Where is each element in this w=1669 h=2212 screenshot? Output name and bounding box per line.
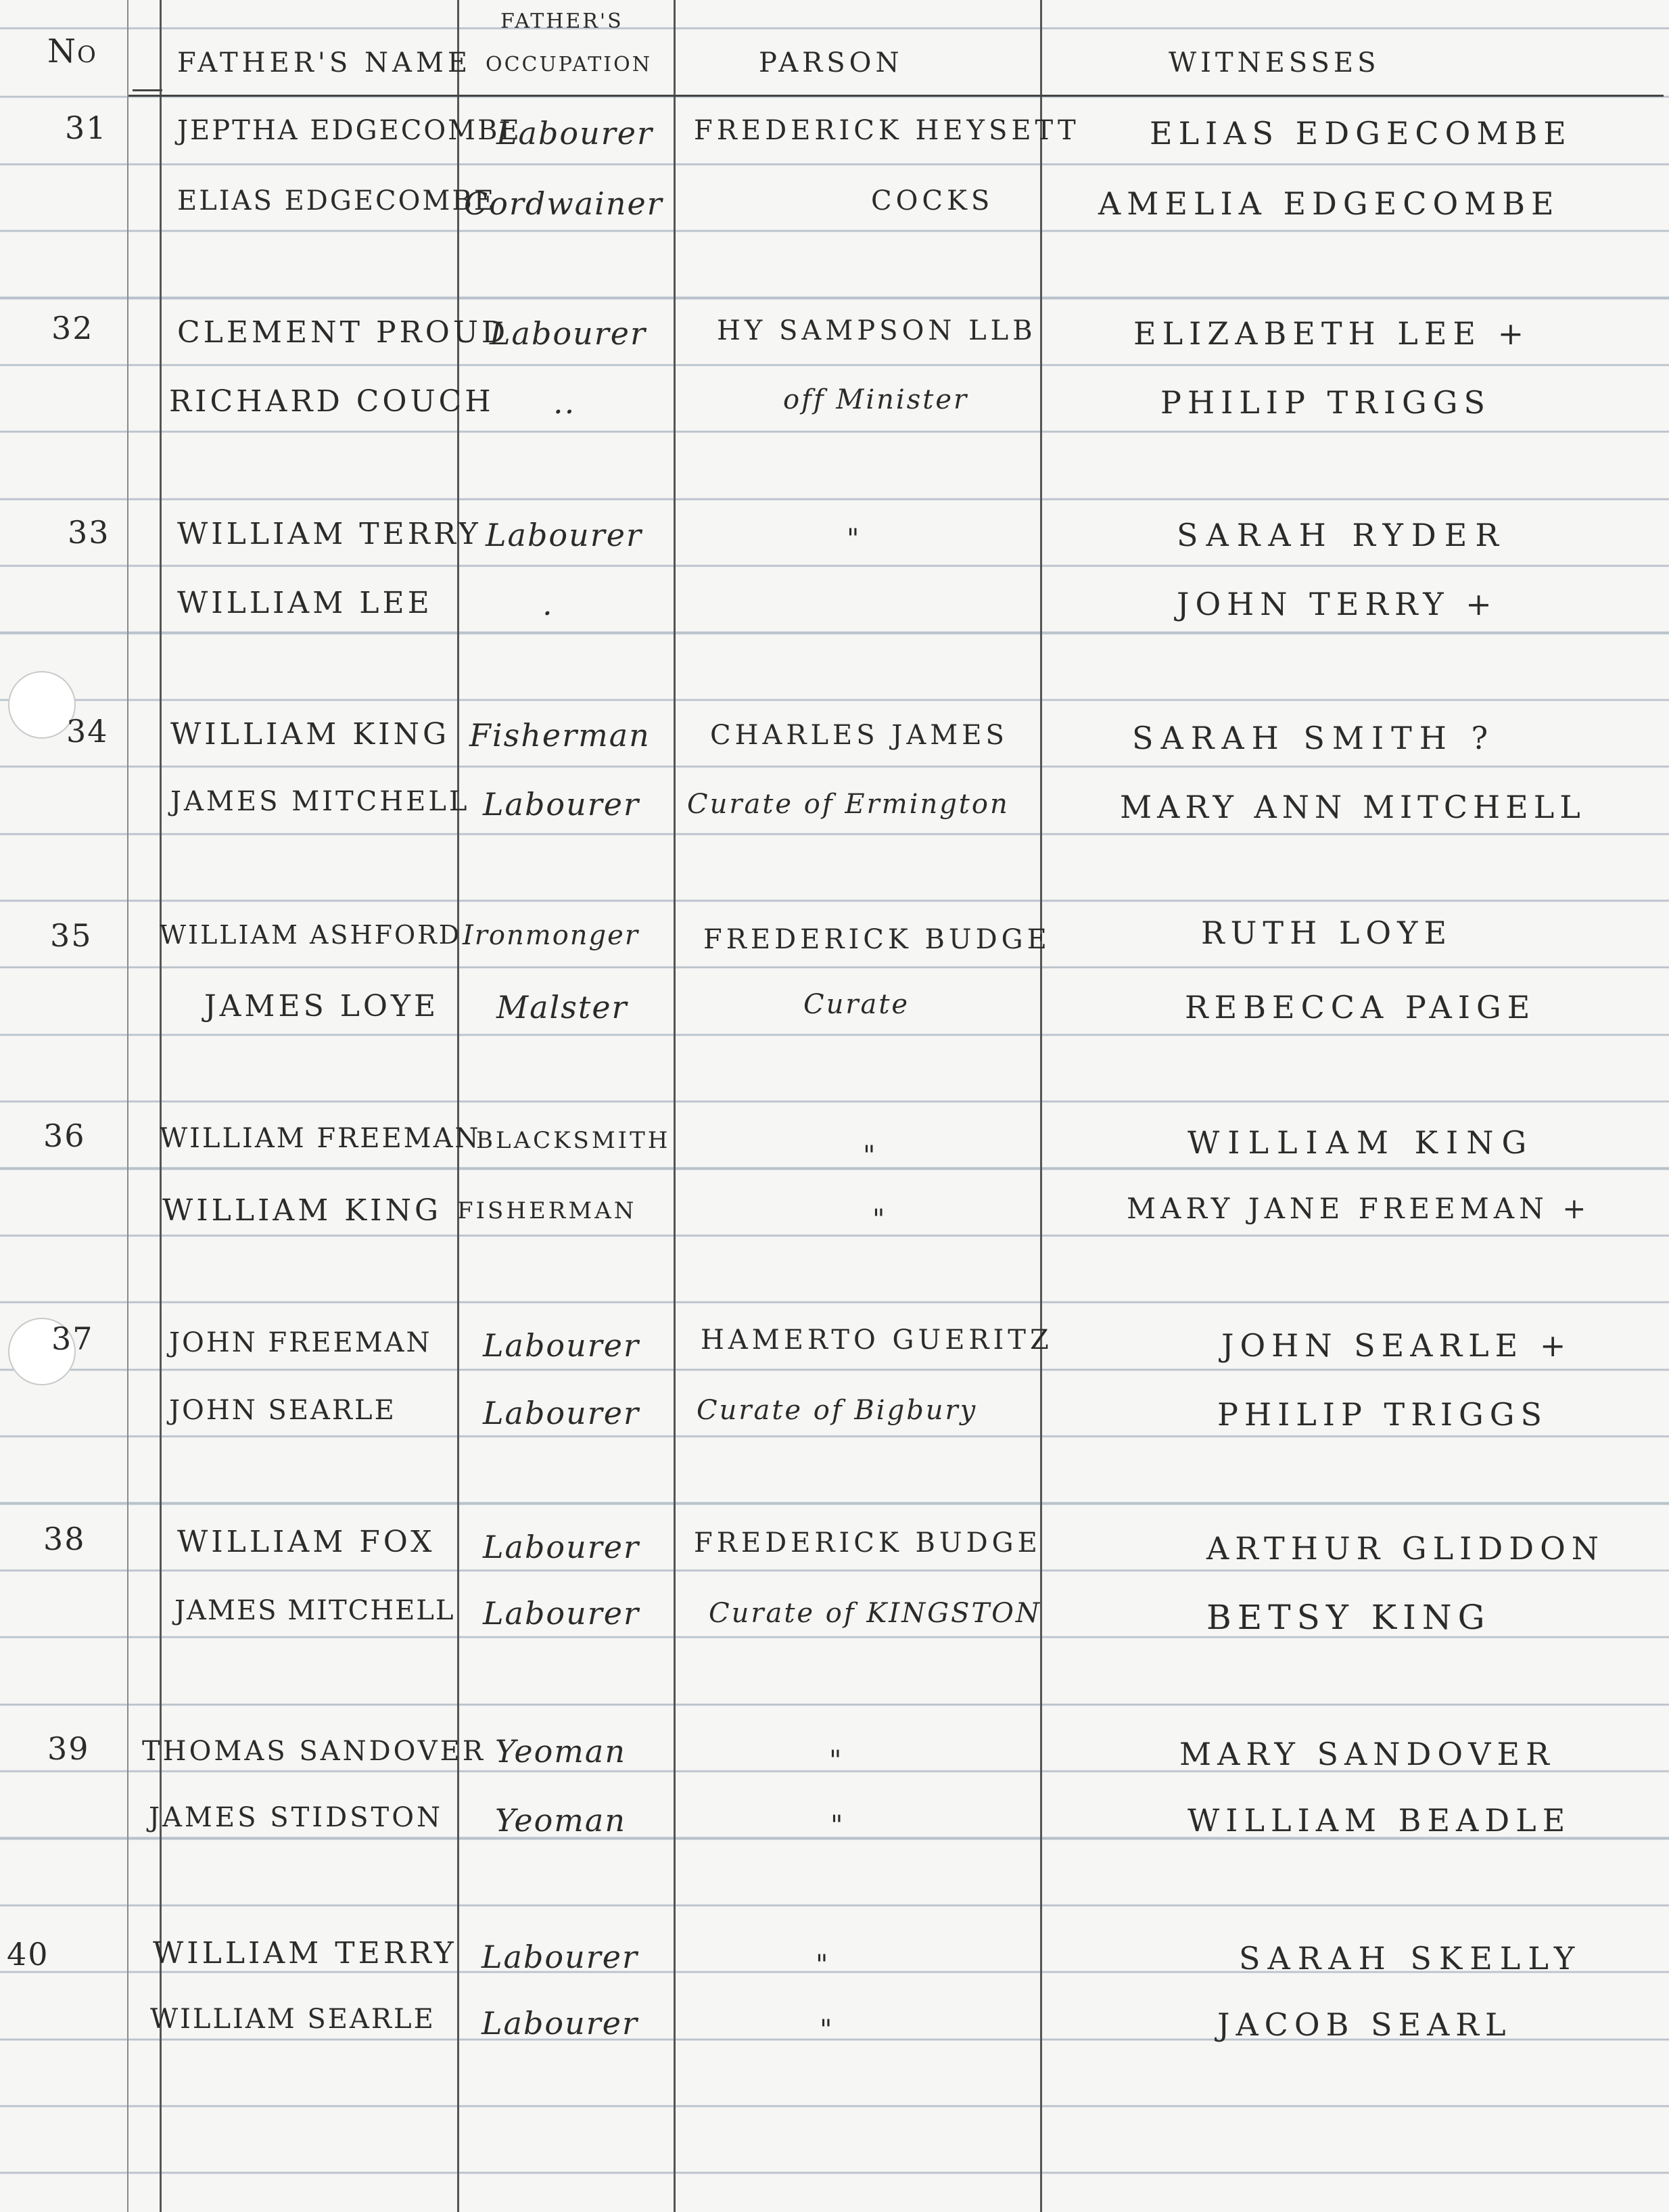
entry-number: 36 — [43, 1117, 86, 1154]
column-rule-witnesses — [1040, 0, 1042, 2212]
parson-ditto: " — [820, 2014, 837, 2046]
parson-title: Curate of KINGSTON — [709, 1598, 1041, 1629]
parson-ditto: " — [847, 524, 864, 555]
parson-name: HY SAMPSON LLB — [717, 315, 1037, 346]
father-name: JAMES MITCHELL — [174, 1595, 455, 1626]
occupation: Fisherman — [469, 717, 651, 754]
entry-number: 38 — [43, 1521, 86, 1557]
witness: ARTHUR GLIDDON — [1206, 1530, 1605, 1567]
parson-title: Curate — [803, 989, 910, 1020]
father-name: JAMES LOYE — [204, 989, 440, 1023]
father-name: JAMES MITCHELL — [170, 786, 470, 817]
header-father-name: FATHER'S NAME — [177, 47, 472, 78]
witness: ELIAS EDGECOMBE — [1150, 115, 1572, 152]
father-name: WILLIAM FREEMAN — [160, 1123, 481, 1154]
father-name: ELIAS EDGECOMBE — [177, 185, 496, 216]
entry-number: 33 — [68, 514, 110, 551]
parson-name: HAMERTO GUERITZ — [701, 1324, 1053, 1356]
entry-number: 34 — [66, 713, 109, 750]
witness: WILLIAM KING — [1188, 1124, 1535, 1161]
father-name: WILLIAM KING — [170, 717, 450, 752]
father-name: JEPTHA EDGECOMBE — [177, 115, 521, 146]
occupation: Yeoman — [495, 1802, 626, 1839]
father-name: RICHARD COUCH — [169, 384, 494, 419]
parson-ditto: " — [829, 1745, 846, 1776]
witness: SARAH SMITH ? — [1132, 720, 1496, 756]
occupation: Labourer — [483, 1529, 640, 1565]
entry-number: 39 — [47, 1730, 90, 1767]
occupation: Labourer — [490, 315, 647, 352]
witness: MARY JANE FREEMAN + — [1127, 1192, 1591, 1225]
header-no: No — [47, 32, 97, 70]
header-parson: PARSON — [759, 47, 903, 78]
witness: SARAH RYDER — [1177, 517, 1507, 553]
witness: JOHN SEARLE + — [1221, 1327, 1572, 1364]
header-occupation-line2: OCCUPATION — [486, 53, 652, 76]
entry-number: 35 — [50, 917, 93, 954]
witness: MARY SANDOVER — [1179, 1736, 1555, 1772]
father-name: JAMES STIDSTON — [149, 1802, 444, 1833]
occupation: Labourer — [486, 517, 642, 553]
header-occupation-line1: FATHER'S — [500, 9, 624, 33]
entry-number: 31 — [65, 110, 108, 146]
father-name: WILLIAM KING — [162, 1193, 442, 1228]
witness: PHILIP TRIGGS — [1160, 384, 1492, 421]
parson-title: COCKS — [871, 185, 994, 216]
father-name: JOHN SEARLE — [169, 1395, 396, 1426]
parson-name: FREDERICK BUDGE — [694, 1527, 1041, 1559]
occupation: Labourer — [496, 115, 653, 152]
father-name: JOHN FREEMAN — [169, 1327, 432, 1358]
occupation: Labourer — [483, 786, 640, 823]
occupation: Labourer — [483, 1327, 640, 1364]
occupation: . — [542, 586, 554, 622]
occupation: Ironmonger — [463, 920, 639, 951]
father-name: WILLIAM ASHFORD — [160, 920, 462, 950]
witness: BETSY KING — [1206, 1598, 1491, 1637]
parson-title: off Minister — [783, 384, 969, 415]
father-name: THOMAS SANDOVER — [142, 1736, 486, 1767]
father-name: WILLIAM LEE — [177, 586, 433, 620]
entry-number: 37 — [51, 1320, 94, 1357]
parson-ditto: " — [816, 1950, 832, 1981]
witness: JOHN TERRY + — [1177, 586, 1498, 622]
witness: ELIZABETH LEE + — [1133, 315, 1530, 352]
father-name: WILLIAM FOX — [177, 1525, 436, 1559]
parson-ditto: " — [872, 1204, 889, 1235]
header-rule — [128, 95, 1664, 97]
father-name: WILLIAM TERRY — [177, 517, 481, 551]
witness: REBECCA PAIGE — [1185, 989, 1536, 1026]
column-rule-name — [160, 0, 162, 2212]
parson-name: FREDERICK HEYSETT — [694, 115, 1080, 146]
parson-ditto: " — [830, 1810, 847, 1841]
entry-number: 40 — [7, 1936, 49, 1973]
margin-line — [127, 0, 128, 2212]
witness: RUTH LOYE — [1201, 915, 1453, 951]
parson-title: Curate of Bigbury — [697, 1395, 978, 1426]
father-name: WILLIAM SEARLE — [150, 2004, 436, 2035]
occupation: Labourer — [483, 1595, 640, 1632]
parson-name: CHARLES JAMES — [710, 720, 1008, 751]
occupation: Cordwainer — [464, 185, 663, 222]
occupation: BLACKSMITH — [476, 1127, 671, 1154]
witness: AMELIA EDGECOMBE — [1098, 185, 1560, 222]
parson-ditto: " — [863, 1140, 880, 1172]
punch-hole-top — [8, 671, 76, 739]
witness: JACOB SEARL — [1217, 2006, 1512, 2043]
occupation: Malster — [496, 989, 628, 1026]
father-name: CLEMENT PROUD — [177, 315, 509, 350]
column-rule-parson — [674, 0, 676, 2212]
parson-name: FREDERICK BUDGE — [703, 924, 1051, 955]
witness: SARAH SKELLY — [1239, 1940, 1582, 1977]
occupation: .. — [553, 384, 576, 421]
witness: PHILIP TRIGGS — [1217, 1396, 1549, 1433]
occupation: Labourer — [481, 1939, 638, 1975]
father-name: WILLIAM TERRY — [153, 1936, 457, 1971]
witness: WILLIAM BEADLE — [1188, 1802, 1572, 1839]
parson-title: Curate of Ermington — [687, 789, 1010, 820]
occupation: Yeoman — [495, 1733, 626, 1770]
witness: MARY ANN MITCHELL — [1120, 789, 1586, 825]
header-witnesses: WITNESSES — [1169, 47, 1380, 78]
entry-number: 32 — [51, 310, 94, 346]
occupation: FISHERMAN — [457, 1197, 637, 1224]
occupation: Labourer — [481, 2005, 638, 2042]
occupation: Labourer — [483, 1395, 640, 1431]
header-rule-short — [133, 89, 162, 91]
